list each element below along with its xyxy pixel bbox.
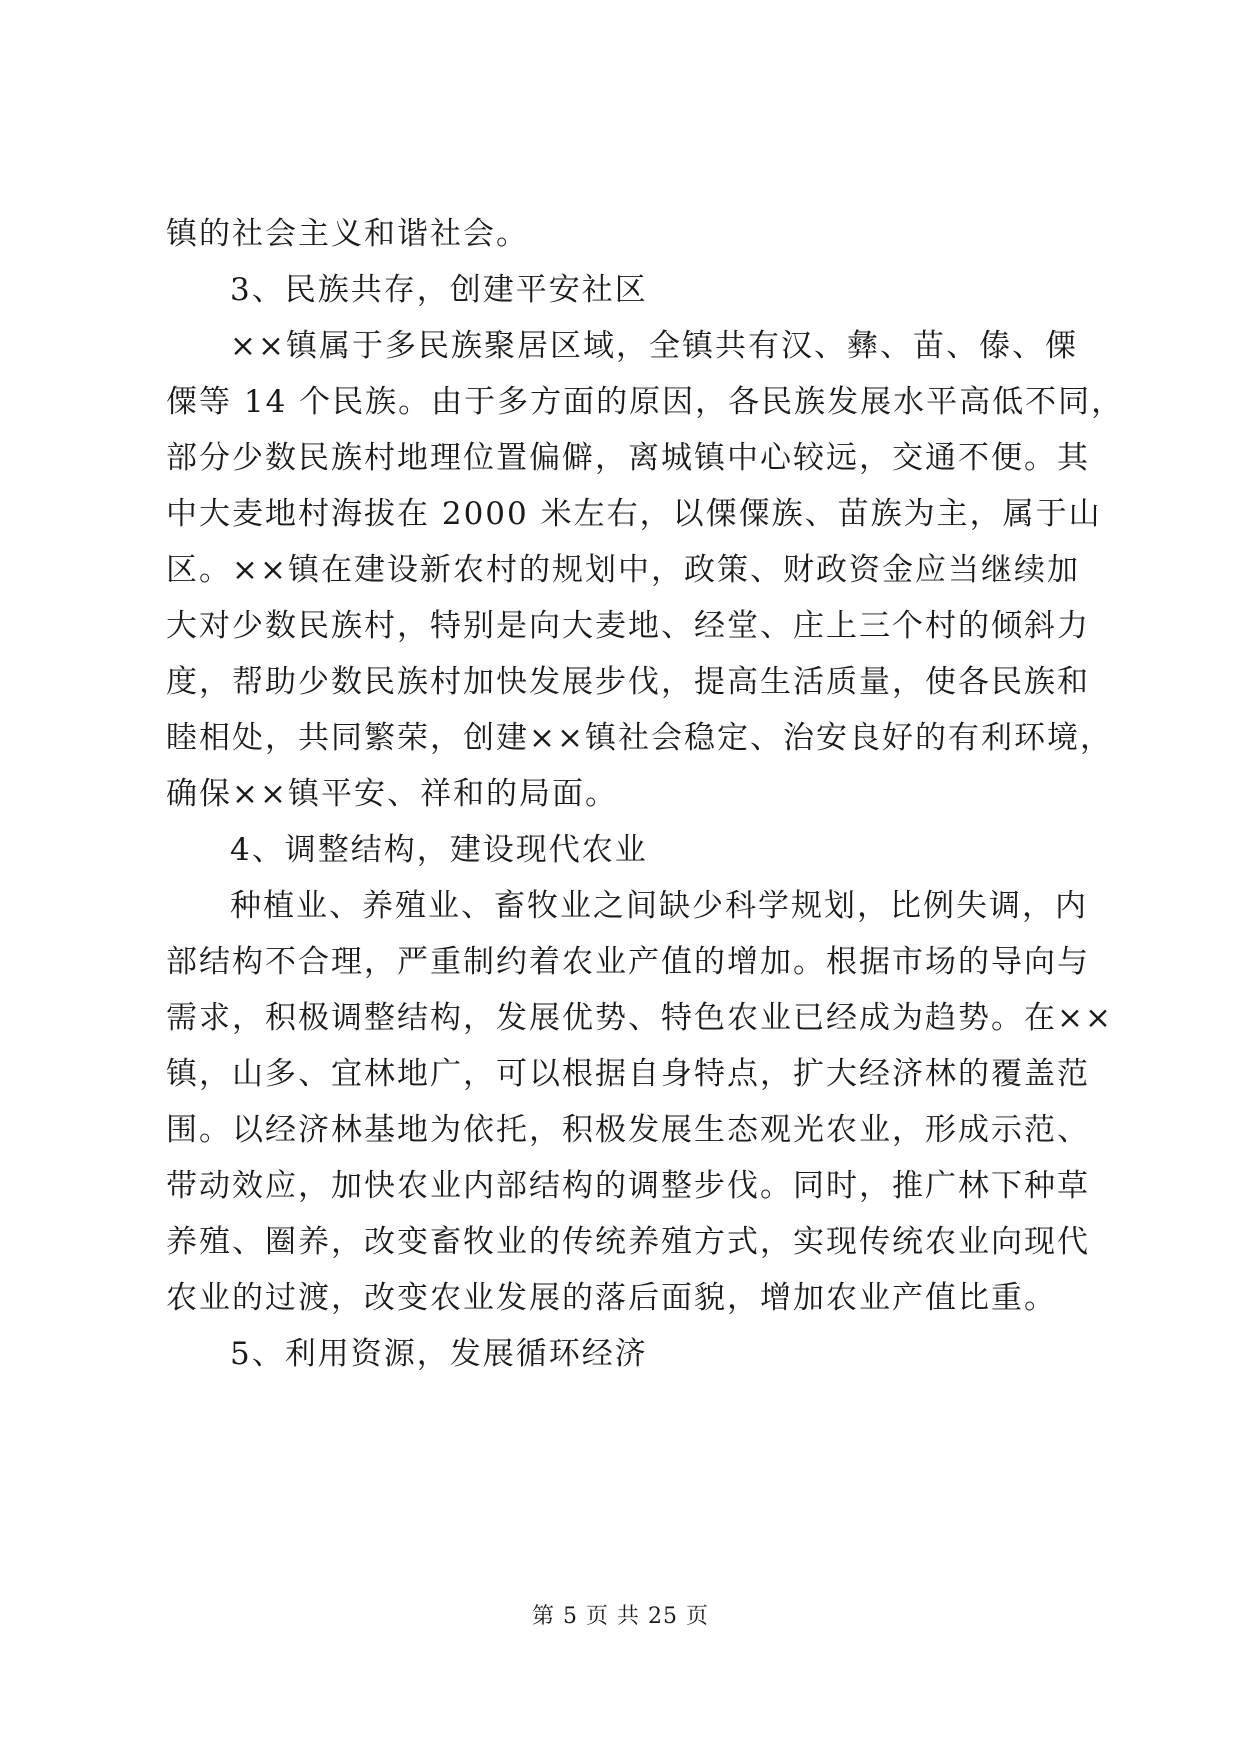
paragraph-line: ××镇属于多民族聚居区域，全镇共有汉、彝、苗、傣、傈 <box>230 328 1078 364</box>
paragraph-line: 部分少数民族村地理位置偏僻，离城镇中心较远，交通不便。其 <box>166 440 1090 476</box>
section-heading-4: 4、调整结构，建设现代农业 <box>230 832 648 868</box>
paragraph-line: 种植业、养殖业、畜牧业之间缺少科学规划，比例失调，内 <box>230 888 1088 924</box>
paragraph-line: 区。××镇在建设新农村的规划中，政策、财政资金应当继续加 <box>166 552 1080 588</box>
section-heading-5: 5、利用资源，发展循环经济 <box>230 1336 648 1372</box>
paragraph-line: 大对少数民族村，特别是向大麦地、经堂、庄上三个村的倾斜力 <box>166 608 1090 644</box>
paragraph-line: 镇，山多、宜林地广，可以根据自身特点，扩大经济林的覆盖范 <box>166 1056 1090 1092</box>
paragraph-line: 镇的社会主义和谐社会。 <box>166 216 529 252</box>
paragraph-line: 确保××镇平安、祥和的局面。 <box>166 776 618 812</box>
paragraph-line: 中大麦地村海拔在 2000 米左右，以傈僳族、苗族为主，属于山 <box>166 496 1102 532</box>
paragraph-line: 睦相处，共同繁荣，创建××镇社会稳定、治安良好的有利环境， <box>166 720 1113 756</box>
paragraph-line: 围。以经济林基地为依托，积极发展生态观光农业，形成示范、 <box>166 1112 1090 1148</box>
paragraph-line: 僳等 14 个民族。由于多方面的原因，各民族发展水平高低不同， <box>166 384 1125 420</box>
paragraph-line: 农业的过渡，改变农业发展的落后面貌，增加农业产值比重。 <box>166 1280 1057 1316</box>
paragraph-line: 部结构不合理，严重制约着农业产值的增加。根据市场的导向与 <box>166 944 1090 980</box>
paragraph-line: 度，帮助少数民族村加快发展步伐，提高生活质量，使各民族和 <box>166 664 1090 700</box>
page-number-footer: 第 5 页 共 25 页 <box>532 1604 709 1629</box>
paragraph-line: 带动效应，加快农业内部结构的调整步伐。同时，推广林下种草 <box>166 1168 1090 1204</box>
paragraph-line: 养殖、圈养，改变畜牧业的传统养殖方式，实现传统农业向现代 <box>166 1224 1090 1260</box>
paragraph-line: 需求，积极调整结构，发展优势、特色农业已经成为趋势。在×× <box>166 1000 1113 1036</box>
section-heading-3: 3、民族共存，创建平安社区 <box>230 272 648 308</box>
